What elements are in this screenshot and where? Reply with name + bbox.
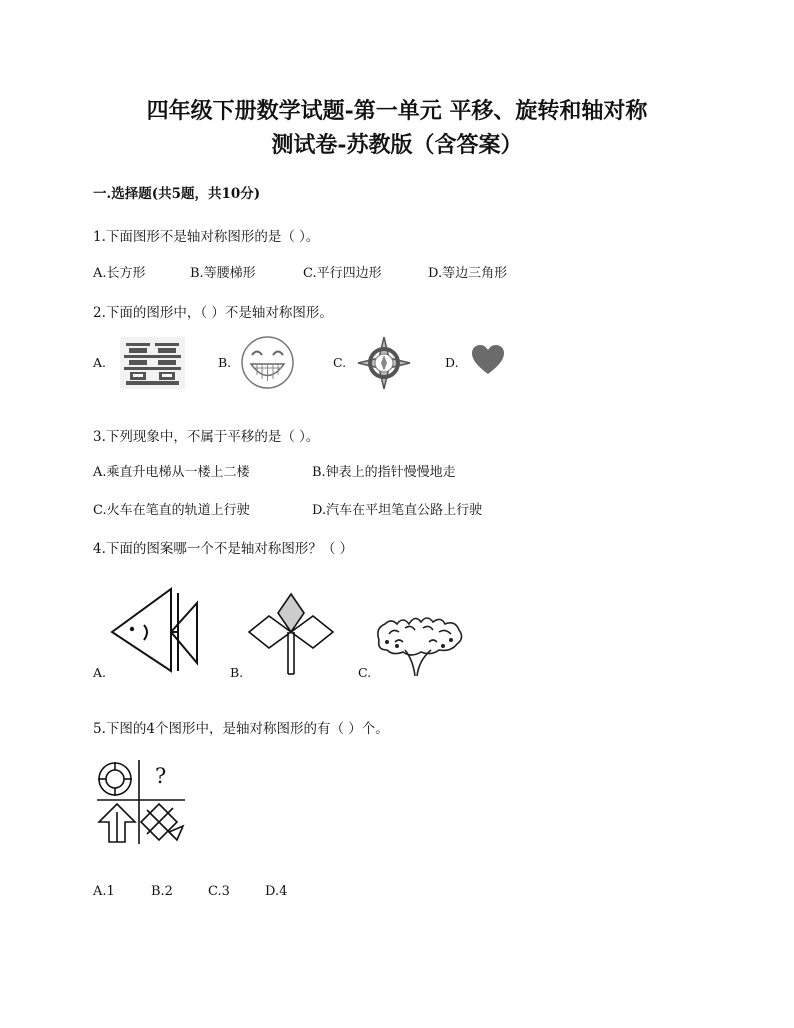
page-subtitle: 测试卷-苏教版（含答案） <box>271 132 523 158</box>
heart-icon <box>472 345 504 375</box>
fish-triangles-icon <box>108 585 204 675</box>
question-3-text: 3.下列现象中，不属于平移的是（ ）。 <box>93 429 320 445</box>
question-4-text: 4.下面的图案哪一个不是轴对称图形？（ ） <box>93 541 354 557</box>
q1-option-b: B.等腰梯形 <box>190 266 256 281</box>
double-happiness-icon <box>120 337 185 389</box>
q5-option-c: C.3 <box>208 884 230 899</box>
q2-label-d: D. <box>445 355 459 370</box>
four-figure-grid <box>95 760 187 846</box>
q4-label-c: C. <box>358 665 372 680</box>
compass-cross-icon <box>356 335 412 391</box>
q5-option-b: B.2 <box>151 884 173 899</box>
q2-label-c: C. <box>333 355 347 370</box>
grid-question-mark: ? <box>155 764 167 788</box>
q2-label-b: B. <box>218 355 232 370</box>
q4-label-a: A. <box>93 665 107 680</box>
q3-option-a: A.乘直升电梯从一楼上二楼 <box>93 465 250 480</box>
q1-option-d: D.等边三角形 <box>428 266 508 281</box>
q4-label-b: B. <box>230 665 244 680</box>
q5-option-d: D.4 <box>265 884 288 899</box>
q2-label-a: A. <box>93 355 107 370</box>
q5-option-a: A.1 <box>93 884 115 899</box>
question-2-text: 2.下面的图形中，（ ）不是轴对称图形。 <box>93 305 333 321</box>
q1-option-a: A.长方形 <box>93 266 146 281</box>
q1-option-c: C.平行四边形 <box>303 266 382 281</box>
q3-option-d: D.汽车在平坦笔直公路上行驶 <box>312 503 483 518</box>
q3-option-b: B.钟表上的指针慢慢地走 <box>312 465 456 480</box>
question-5-text: 5.下图的4个图形中，是轴对称图形的有（ ）个。 <box>93 721 389 737</box>
q3-option-c: C.火车在笔直的轨道上行驶 <box>93 503 250 518</box>
smiley-face-icon <box>240 335 295 390</box>
question-1-text: 1.下面图形不是轴对称图形的是（ ）。 <box>93 229 320 245</box>
page-title: 四年级下册数学试题-第一单元 平移、旋转和轴对称 <box>146 98 648 124</box>
diamond-flower-icon <box>247 590 335 676</box>
leaf-plant-icon <box>375 610 465 680</box>
section-heading: 一.选择题(共5题，共10分) <box>93 186 261 202</box>
